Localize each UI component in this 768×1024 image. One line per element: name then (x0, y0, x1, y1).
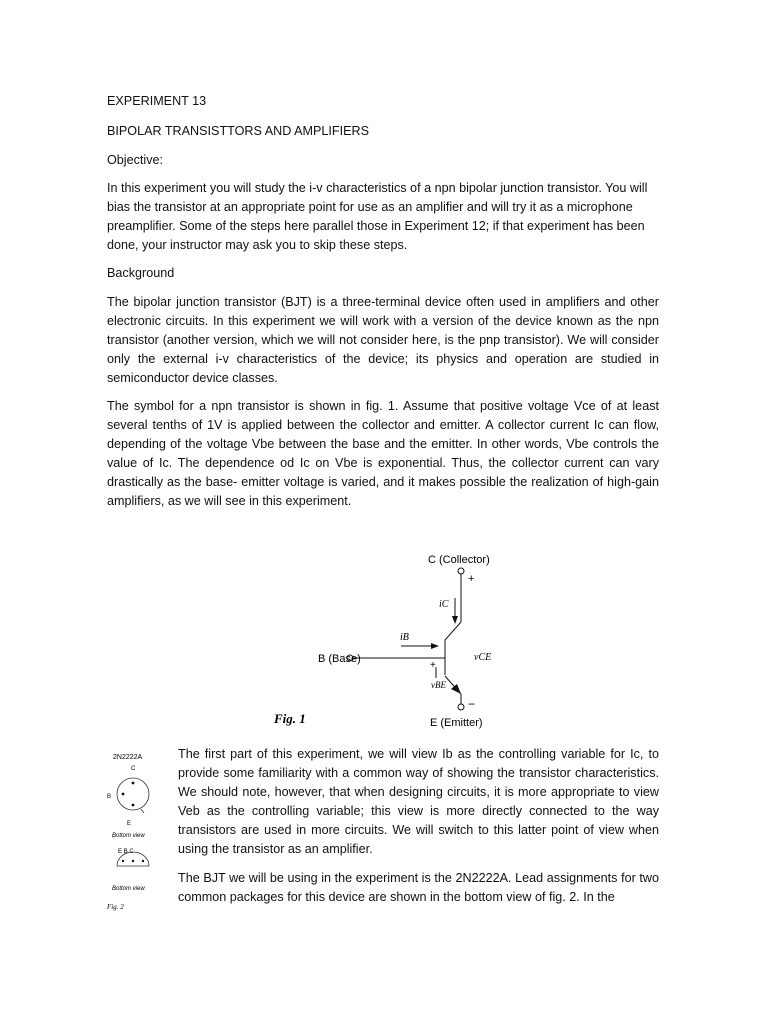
pin-b-label: B (107, 794, 112, 800)
pin-dot-e (132, 804, 135, 807)
emitter-label: E (Emitter) (430, 717, 483, 729)
pin-dot-e2 (122, 860, 124, 862)
pin-dot-c (132, 782, 135, 785)
background-paragraph-2: The symbol for a npn transistor is shown in fig. 1. Assume that positive voltage Vce of at least several tenths of 1V is applied between the collector and emitter. A collector current Ic can flow, depending of the voltage Vbe between the base and the emitter. In other words, Vbe controls the value of Ic. The dependence od Ic on Vbe is exponential. Thus, the collector current can vary drastically as the base- emitter voltage is varied, and it makes possible the realization of high-gain amplifiers, as we will see in this experiment. (107, 399, 659, 508)
background-heading: Background (107, 266, 175, 280)
pin-dot-c2 (142, 860, 144, 862)
ib-label: iB (400, 632, 409, 643)
fig2-caption: Fig. 2 (107, 903, 124, 911)
paragraph-4: The BJT we will be using in the experiment is the 2N2222A. Lead assignments for two common packages for this device are shown in the bottom view of fig. 2. In the (178, 871, 659, 904)
collector-current-arrow-icon (452, 616, 458, 624)
base-current-arrow-icon (431, 643, 439, 649)
part-number-label: 2N2222A (113, 754, 143, 761)
npn-transistor-figure (274, 550, 518, 732)
ebc-label: E B C (118, 849, 134, 855)
document-title: BIPOLAR TRANSISTTORS AND AMPLIFIERS (107, 124, 369, 138)
vce-label: vCE (474, 652, 492, 663)
experiment-number: EXPERIMENT 13 (107, 94, 207, 108)
base-plus: + (430, 660, 436, 671)
package-tab (141, 809, 144, 813)
collector-plus: + (468, 573, 475, 585)
bottom-view-label-1: Bottom view (112, 833, 145, 839)
bottom-view-label-2: Bottom view (112, 886, 145, 892)
objective-heading: Objective: (107, 153, 163, 167)
emitter-arrow-icon (451, 684, 461, 694)
pin-c-label: C (131, 766, 136, 772)
pin-dot-b (122, 793, 125, 796)
emitter-minus: − (468, 697, 476, 711)
vbe-label: vBE (431, 680, 446, 690)
package-pinout-figure (107, 748, 171, 914)
background-paragraph-1: The bipolar junction transistor (BJT) is a three-terminal device often used in amplifiers and other electronic circuits. In this experiment we will work with a version of the device known as the npn transistor (another version, which we will not consider here, is the pnp transistor). We will consider only the external i-v characteristics of the device; its physics and operation are studied in semiconductor device classes. (107, 295, 659, 385)
collector-terminal (458, 568, 464, 574)
objective-paragraph: In this experiment you will study the i-v characteristics of a npn bipolar junction transistor. You will bias the transistor at an appropriate point for use as an amplifier and will try it as a microphone preamplifier. Some of the steps here parallel those in Experiment 12; if that experiment has been done, your instructor may ask you to skip these steps. (107, 181, 648, 252)
ic-label: iC (439, 599, 449, 610)
pin-dot-b2 (132, 860, 134, 862)
pin-e-label: E (127, 821, 132, 827)
fig1-caption: Fig. 1 (274, 711, 306, 726)
paragraph-3: The first part of this experiment, we will view Ib as the controlling variable for Ic, to provide some familiarity with a common way of showing the transistor characteristics. We should note, however, that when designing circuits, it is more appropriate to view Veb as the controlling variable; this view is more directly connected to the way transistors are used in more circuits. We will switch to this latter point of view when using the transistor as an amplifier. (178, 747, 659, 856)
emitter-terminal (458, 704, 464, 710)
collector-label: C (Collector) (428, 554, 490, 566)
base-label: B (Base) (318, 653, 361, 665)
